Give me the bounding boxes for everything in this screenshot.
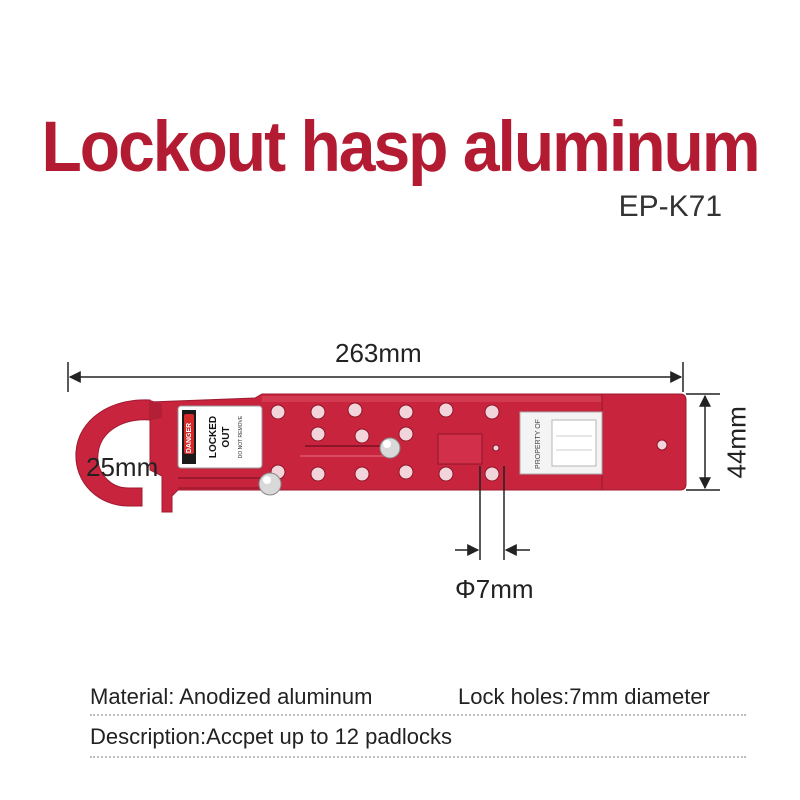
property-of-text: PROPERTY OF — [535, 419, 542, 469]
lock-holes-spec: Lock holes:7mm diameter — [458, 684, 710, 709]
height-label: 44mm — [721, 406, 752, 479]
description-spec: Description:Accpet up to 12 padlocks — [90, 724, 452, 749]
height-dimension-line — [686, 394, 720, 490]
divider — [90, 714, 746, 716]
property-label — [520, 412, 602, 474]
tag-locked-text: LOCKED — [208, 415, 219, 459]
tag-do-not-remove-text: DO NOT REMOVE — [238, 415, 244, 459]
length-label: 263mm — [335, 338, 422, 368]
material-spec: Material: Anodized aluminum — [90, 684, 373, 709]
hole-diameter-label: Φ7mm — [455, 574, 534, 604]
divider — [90, 756, 746, 758]
tag-out-text: OUT — [221, 426, 232, 448]
model-number: EP-K71 — [618, 190, 722, 223]
hook-label: 25mm — [86, 452, 159, 482]
product-title: Lockout hasp aluminum — [41, 106, 759, 186]
tag-danger-text: DANGER — [186, 422, 193, 454]
